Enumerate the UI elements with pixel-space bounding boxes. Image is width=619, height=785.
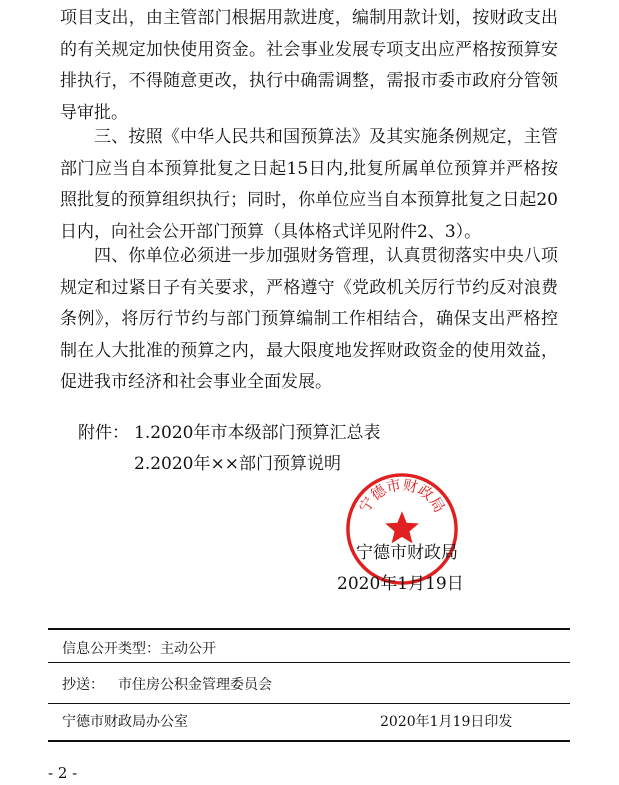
body-paragraph-2: 三、按照《中华人民共和国预算法》及其实施条例规定，主管部门应当自本预算批复之日起15日内,批复所属单位预算并严格按照批复的预算组织执行；同时，你单位应当自本预算批复之日起20日内，向社会公开部门预算（具体格式详见附件2、3）。: [60, 127, 558, 242]
footer-rule-top: [48, 628, 570, 630]
issuing-office: 宁德市财政局办公室: [62, 714, 188, 730]
body-paragraph-1: 项目支出，由主管部门根据用款进度，编制用款计划，按财政支出的有关规定加快使用资金。社会事业发展专项支出应严格按预算安排执行，不得随意更改，执行中确需调整，需报市委市政府分管领导审批。: [60, 8, 558, 123]
attachments-label: 附件：: [78, 423, 129, 443]
signature-date: 2020年1月19日: [337, 574, 464, 594]
footer-rule-bottom: [48, 740, 570, 742]
cc-label: 抄送：: [62, 677, 104, 693]
seal-text: 宁德市财政局: [356, 476, 448, 516]
info-disclosure-type: 信息公开类型：主动公开: [62, 641, 216, 657]
page-number: - 2 -: [48, 764, 78, 782]
cc-value: 市住房公积金管理委员会: [118, 677, 272, 693]
footer-rule-2: [48, 662, 570, 663]
attachment-item-1: 1.2020年市本级部门预算汇总表: [134, 423, 381, 443]
footer-rule-3: [48, 703, 570, 704]
attachment-item-2: 2.2020年××部门预算说明: [134, 454, 341, 474]
signature-org: 宁德市财政局: [356, 543, 458, 563]
issue-date: 2020年1月19日印发: [380, 714, 513, 730]
body-paragraph-3: 四、你单位必须进一步加强财务管理，认真贯彻落实中央八项规定和过紧日子有关要求，严格遵守《党政机关厉行节约反对浪费条例》，将厉行节约与部门预算编制工作相结合，确保支出严格控制在人大批准的预算之内，最大限度地发挥财政资金的使用效益，促进我市经济和社会事业全面发展。: [60, 246, 558, 392]
